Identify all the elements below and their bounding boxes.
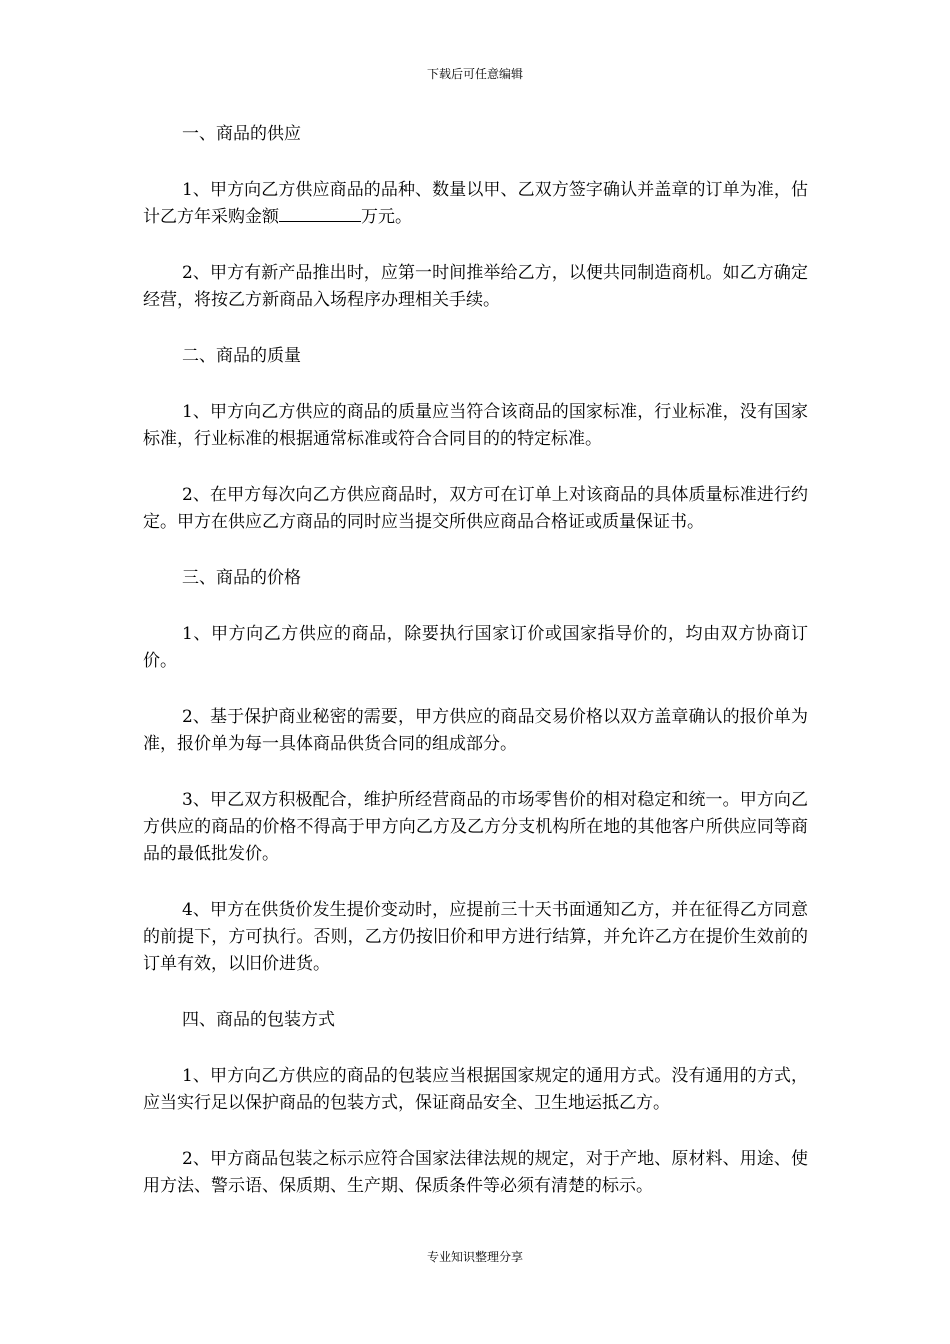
paragraph: 3、甲乙双方积极配合，维护所经营商品的市场零售价的相对稳定和统一。甲方向乙方供应的商品的价格不得高于甲方向乙方及乙方分支机构所在地的其他客户所供应同等商品的最低批发价。 bbox=[143, 790, 808, 864]
paragraph: 2、甲方商品包装之标示应符合国家法律法规的规定，对于产地、原材料、用途、使用方法、警示语、保质期、生产期、保质条件等必须有清楚的标示。 bbox=[143, 1149, 808, 1196]
document-body bbox=[143, 121, 808, 1229]
fill-in-blank[interactable] bbox=[279, 207, 361, 222]
section-heading: 二、商品的质量 bbox=[182, 346, 301, 366]
paragraph: 2、甲方有新产品推出时，应第一时间推举给乙方，以便共同制造商机。如乙方确定经营，将按乙方新商品入场程序办理相关手续。 bbox=[143, 263, 808, 310]
paragraph: 4、甲方在供货价发生提价变动时，应提前三十天书面通知乙方，并在征得乙方同意的前提下，方可执行。否则，乙方仍按旧价和甲方进行结算，并允许乙方在提价生效前的订单有效，以旧价进货。 bbox=[143, 900, 808, 974]
page-header: 下载后可任意编辑 bbox=[426, 67, 523, 81]
paragraph: 1、甲方向乙方供应的商品，除要执行国家订价或国家指导价的，均由双方协商订价。 bbox=[143, 624, 808, 671]
paragraph: 1、甲方向乙方供应的商品的包装应当根据国家规定的通用方式。没有通用的方式，应当实行足以保护商品的包装方式，保证商品安全、卫生地运抵乙方。 bbox=[143, 1066, 808, 1113]
section-heading: 四、商品的包装方式 bbox=[182, 1010, 335, 1030]
section-heading: 一、商品的供应 bbox=[182, 124, 301, 144]
paragraph: 1、甲方向乙方供应的商品的质量应当符合该商品的国家标准，行业标准，没有国家标准，行业标准的根据通常标准或符合合同目的的特定标准。 bbox=[143, 402, 808, 449]
section-heading: 三、商品的价格 bbox=[182, 568, 301, 588]
paragraph: 2、基于保护商业秘密的需要，甲方供应的商品交易价格以双方盖章确认的报价单为准，报价单为每一具体商品供货合同的组成部分。 bbox=[143, 707, 808, 754]
paragraph-text-end: 万元。 bbox=[361, 207, 412, 227]
paragraph bbox=[143, 177, 808, 231]
page-footer: 专业知识整理分享 bbox=[426, 1250, 523, 1264]
paragraph-text: 1、甲方向乙方供应商品的品种、数量以甲、乙双方签字确认并盖章的订单为准，估计乙方年采购金额 bbox=[143, 180, 808, 227]
paragraph: 2、在甲方每次向乙方供应商品时，双方可在订单上对该商品的具体质量标准进行约定。甲方在供应乙方商品的同时应当提交所供应商品合格证或质量保证书。 bbox=[143, 485, 808, 532]
